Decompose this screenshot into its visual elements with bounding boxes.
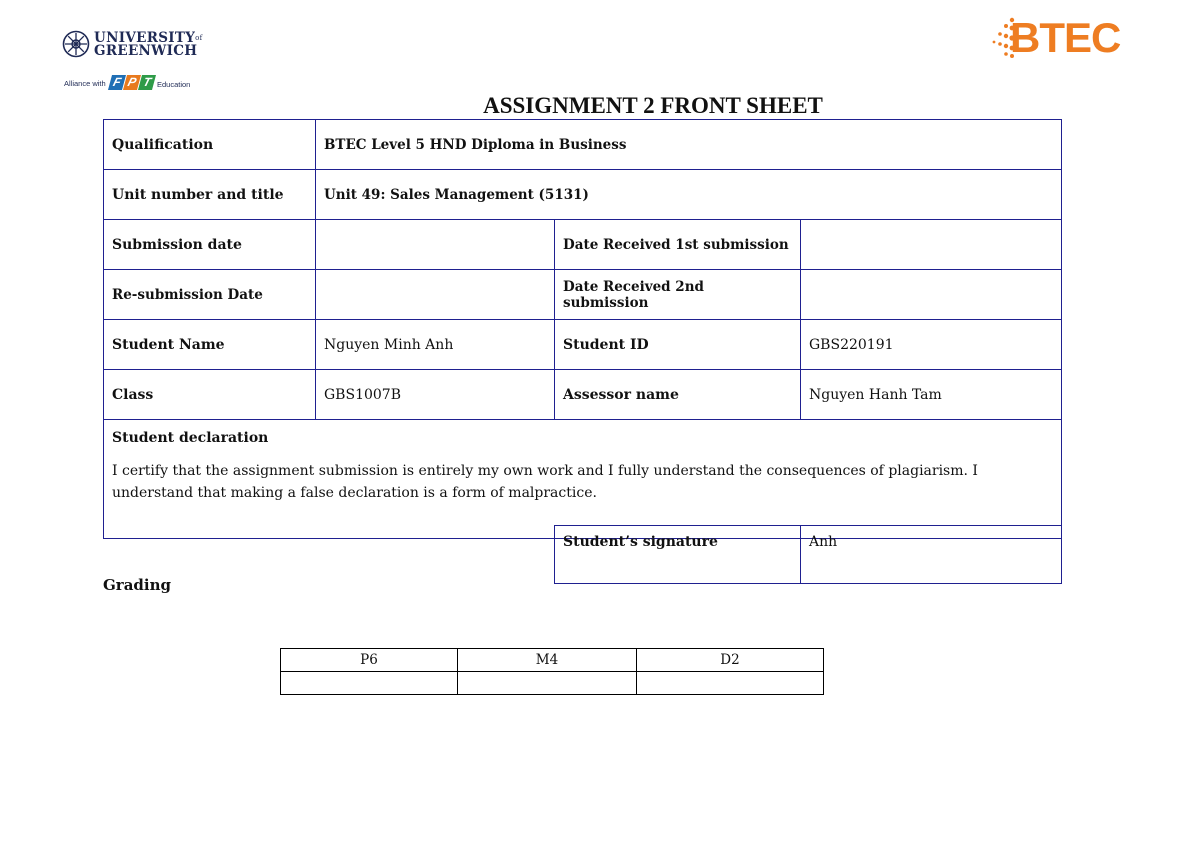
date-received-1-label: Date Received 1st submission [555, 220, 801, 270]
grade-header-p6: P6 [281, 649, 458, 672]
signature-table [554, 525, 1062, 584]
btec-wordmark: BTEC [1010, 14, 1121, 61]
fpt-letter-f: F [108, 75, 126, 90]
qualification-row [104, 120, 1062, 170]
submission-date-label: Submission date [104, 220, 316, 270]
date-received-2-label: Date Received 2nd submission [555, 270, 801, 320]
declaration-text: I certify that the assignment submission is entirely my own work and I fully understand the consequences of plagiarism. I understand that making a false declaration is a form of malpractice. [112, 463, 978, 501]
date-received-2-field[interactable] [801, 270, 1062, 320]
grading-heading: Grading [103, 576, 172, 594]
class-row [104, 370, 1062, 420]
qualification-label: Qualification [104, 120, 316, 170]
grade-value-d2[interactable] [637, 672, 824, 695]
resubmission-date-field[interactable] [316, 270, 555, 320]
student-id-label: Student ID [555, 320, 801, 370]
declaration-row [104, 420, 1062, 539]
class-label: Class [104, 370, 316, 420]
declaration-cell [104, 420, 1062, 539]
qualification-value: BTEC Level 5 HND Diploma in Business [316, 120, 1062, 170]
grade-value-p6[interactable] [281, 672, 458, 695]
fpt-alliance-logo [62, 75, 202, 93]
grading-header-row [281, 649, 824, 672]
fpt-letter-t: T [138, 75, 156, 90]
submission-row [104, 220, 1062, 270]
submission-date-field[interactable] [316, 220, 555, 270]
page-title: ASSIGNMENT 2 FRONT SHEET [483, 93, 823, 118]
date-received-1-field[interactable] [801, 220, 1062, 270]
assessor-value: Nguyen Hanh Tam [801, 370, 1062, 420]
alliance-prefix: Alliance with [64, 79, 106, 88]
university-of-greenwich-logo [62, 30, 212, 62]
signature-label: Student’s signature [555, 526, 801, 584]
signature-value[interactable]: Anh [801, 526, 1062, 584]
resubmission-label: Re-submission Date [104, 270, 316, 320]
grade-value-m4[interactable] [458, 672, 637, 695]
university-seal-icon [62, 30, 90, 58]
declaration-heading: Student declaration [112, 430, 269, 446]
alliance-suffix: Education [157, 80, 191, 89]
front-sheet-table [103, 119, 1062, 539]
student-id-value: GBS220191 [801, 320, 1062, 370]
student-row [104, 320, 1062, 370]
grade-header-d2: D2 [637, 649, 824, 672]
fpt-letter-p: P [123, 75, 141, 90]
unit-row [104, 170, 1062, 220]
unit-value: Unit 49: Sales Management (5131) [316, 170, 1062, 220]
unit-label: Unit number and title [104, 170, 316, 220]
grading-value-row [281, 672, 824, 695]
student-name-label: Student Name [104, 320, 316, 370]
assessor-label: Assessor name [555, 370, 801, 420]
resubmission-row [104, 270, 1062, 320]
university-name: $UNIVERSITY^{of}$ GREENWICH [94, 30, 203, 59]
student-name-value: Nguyen Minh Anh [316, 320, 555, 370]
grade-header-m4: M4 [458, 649, 637, 672]
btec-logo [990, 14, 1140, 62]
grading-table [280, 648, 824, 695]
class-value: GBS1007B [316, 370, 555, 420]
